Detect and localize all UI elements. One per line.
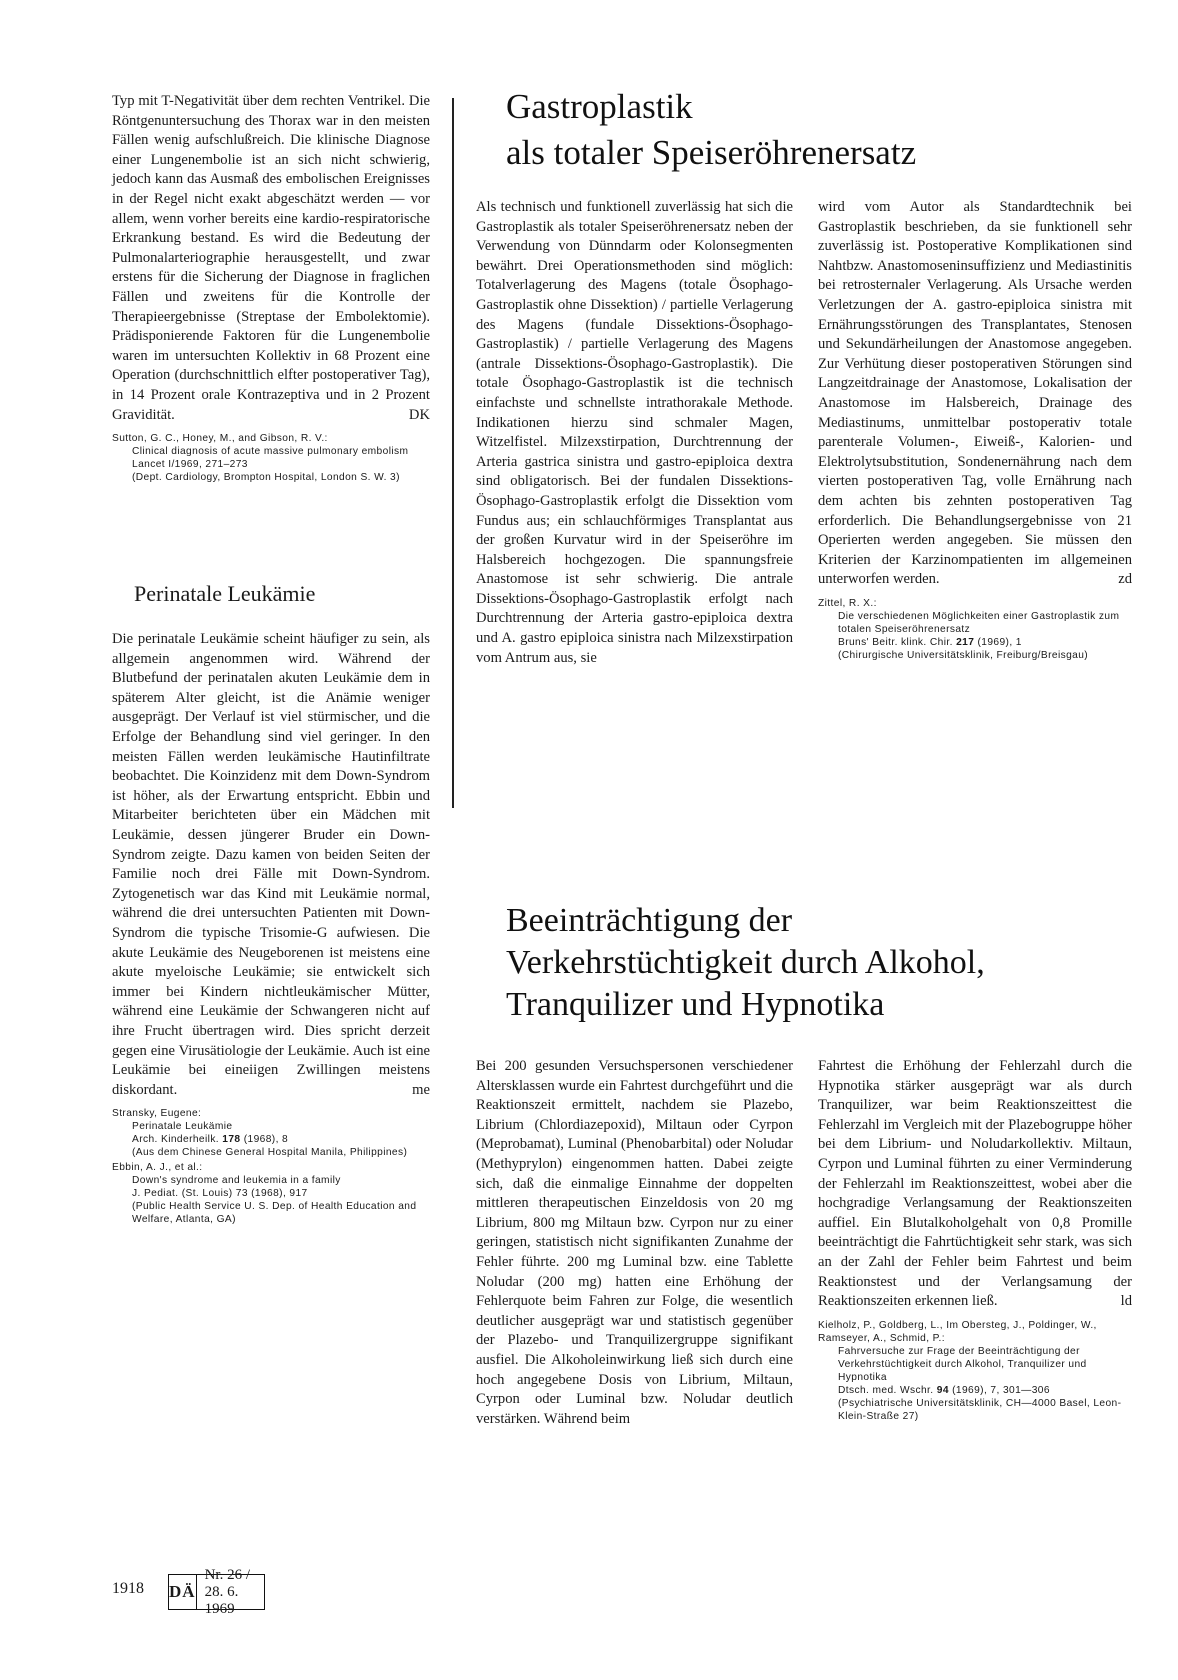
ref-affiliation: (Aus dem Chinese General Hospital Manila, Philippines)	[132, 1147, 408, 1159]
title-line: als totaler Speiseröhrenersatz	[506, 133, 917, 172]
ref-title: Perinatale Leukämie	[132, 1121, 233, 1133]
reference-zittel	[818, 597, 1132, 662]
ref-authors: Stransky, Eugene:	[112, 1108, 202, 1120]
reference-ebbin	[112, 1161, 430, 1226]
issue-box	[168, 1566, 265, 1617]
embolism-text: Typ mit T-Negativität über dem rechten Ventrikel. Die Röntgenuntersuchung des Thorax war in den meisten Fällen wenig aufschlußreich. Die klinische Diagnose einer Lungenembolie ist an sich nicht schwierig, jedoch kann das Ausmaß des embolischen Ereignisses in der Regel nicht exakt abgeschätzt werden — vor allem, wenn vorher bereits eine kardio-respiratorische Erkrankung bestand. Es wird die Bedeutung der Pulmonalarteriographie herausgestellt, und zwar erstens für die Sicherung der Diagnose in fraglichen Fällen und zweitens für die Kontrolle der Therapieergebnisse (Streptase der Embolektomie). Prädisponierende Faktoren für die Lungenembolie waren im untersuchten Kollektiv in 68 Prozent eine Operation (durchschnittlich elfter postoperativer Tag), in 14 Prozent orale Kontrazeptiva und in 2 Prozent Gravidität. DK	[112, 92, 430, 425]
gastro-text-b: wird vom Autor als Standardtechnik bei Gastroplastik beschrieben, da sie funktionell sehr zuverlässig ist. Postoperative Komplikationen sind Nahtbzw. Anastomoseninsuffizienz und Mediastinitis bei retrosternaler Verlagerung. Als Ursache werden Verletzungen der A. gastro-epiploica sinistra mit Ernährungsstörungen des Transplantates, Stenosen und Sekundärheilungen der Anastomose angegeben. Zur Verhütung dieser postoperativen Störungen sind Langzeitdrainage der Anastomose, Lokalisation der Anastomose im Halsbereich, Drainage des Mediastinums, unmittelbar postoperativ totale parenterale Volumen-, Eiweiß-, Kalorien- und Elektrolytsubstitution, Sondenernährung nach dem vierten postoperativen Tag, volle Ernährung nach dem achten bis zehnten postoperativen Tag erforderlich. Die Behandlungsergebnisse von 21 Operierten werden angegeben. Sie müssen den Kriterien der Karzinompatienten im allgemeinen unterworfen werden. zd	[818, 198, 1132, 590]
author-initials: DK	[408, 406, 430, 423]
ref-source: Arch. Kinderheilk. 178 (1968), 8	[132, 1134, 289, 1146]
title-line: Gastroplastik	[506, 87, 693, 126]
ref-source: Dtsch. med. Wschr. 94 (1969), 7, 301—306	[838, 1384, 1050, 1396]
gastro-text-a: Als technisch und funktionell zuverlässig hat sich die Gastroplastik als totaler Speiseröhrenersatz neben der Verwendung von Dünndarm oder Kolonsegmenten bewährt. Drei Operationsmethoden sind möglich: Totalverlagerung des Magens (totale Ösophago-Gastroplastik ohne Dissektion) / partielle Verlagerung des Magens (fundale Dissektions-Ösophago-Gastroplastik) / partielle Verlagerung des Magens (antrale Dissektions-Ösophago-Gastroplastik). Die totale Ösophago-Gastroplastik ist die technisch einfachste und schnellste intrathorakale Methode. Indikationen hierzu sind schmaler Magen, Witzelfistel. Milzexstirpation, Durchtrennung der Arteria gastrica sinistra und gastro-epiploica dextra sind obligatorisch. Bei der fundalen Dissektions-Ösophago-Gastroplastik erfolgt die Dissektion vom Fundus aus; ein schlauchförmiges Transplantat aus der großen Kurvatur wird in der Speiseröhre im Halsbereich hochgezogen. Die spannungsfreie Anastomose ist sehr schwierig. Die antrale Dissektions-Ösophago-Gastroplastik erfolgt nach Durchtrennung der Arteria gastro-epiploica dextra und A. gastro epiploica sinistra nach Milzexstirpation vom Antrum aus, sie	[476, 199, 793, 666]
ref-authors: Kielholz, P., Goldberg, L., Im Obersteg, J., Poldinger, W., Ramseyer, A., Schmid, P.:	[818, 1319, 1097, 1344]
journal-logo: DÄ	[169, 1575, 197, 1609]
reference-kielholz	[818, 1319, 1132, 1423]
ref-authors: Ebbin, A. J., et al.:	[112, 1162, 203, 1174]
ref-title: Fahrversuche zur Frage der Beeinträchtigung der Verkehrstüchtigkeit durch Alkohol, Tranquilizer und Hypnotika	[838, 1345, 1087, 1383]
reference-sutton	[112, 432, 430, 484]
title-line: Verkehrstüchtigkeit durch Alkohol,	[506, 944, 985, 981]
title-line: Beeinträchtigung der	[506, 902, 793, 939]
gastro-column-b	[818, 198, 1132, 662]
gastro-column-a	[476, 198, 793, 668]
traffic-text-a: Bei 200 gesunden Versuchspersonen verschiedener Altersklassen wurde ein Fahrtest durchgeführt und die Reaktionszeit ermittelt, nachdem sie Plazebo, Librium (Chlordiazepoxid), Miltaun oder Cyrpon (Meprobamat), Luminal (Phenobarbital) oder Noludar (Methyprylon) eingenommen hatten. Dabei zeigte sich, daß die einmalige Einnahme der doppelten mittleren therapeutischen Einzeldosis von 20 mg Librium, 800 mg Miltaun bzw. Cyrpon nur zu einer geringen, statistisch nicht signifikanten Zunahme der Fehler führte. 200 mg Luminal bzw. eine Tablette Noludar (200 mg) hatten eine Erhöhung der Fehlerquote beim Fahren zur Folge, die wesentlich deutlicher ausgeprägt war und statistisch gegenüber der Plazebo- und Tranquilizergruppe signifikant ausfiel. Die Alkoholeinwirkung ließ sich durch eine hoch angegebene Dosis von Librium, Miltaun, Cyrpon oder Luminal bzw. Noludar deutlich verstärken. Während beim	[476, 1058, 793, 1427]
ref-title: Die verschiedenen Möglichkeiten einer Gastroplastik zum totalen Speiseröhrenersatz	[838, 610, 1120, 635]
traffic-column-a	[476, 1057, 793, 1429]
ref-affiliation: (Public Health Service U. S. Dep. of Health Education and Welfare, Atlanta, GA)	[132, 1201, 417, 1226]
traffic-column-b	[818, 1057, 1132, 1423]
ref-title: Clinical diagnosis of acute massive pulmonary embolism	[132, 446, 409, 458]
ref-affiliation: (Dept. Cardiology, Brompton Hospital, London S. W. 3)	[132, 472, 400, 484]
ref-title: Down's syndrome and leukemia in a family	[132, 1175, 341, 1187]
ref-source: J. Pediat. (St. Louis) 73 (1968), 917	[132, 1188, 308, 1200]
issue-label: Nr. 26 / 28. 6. 1969	[204, 1566, 250, 1617]
traffic-text-b: Fahrtest die Erhöhung der Fehlerzahl durch die Hypnotika stärker ausgeprägt war als durch Tranquilizer, war beim Reaktionszeittest die Fehlerzahl im Vergleich mit der Plazebogruppe höher bei dem Librium- und Noludarkollektiv. Miltaun, Cyrpon und Luminal führten zu einer Verminderung der Fehlerzahl im Reaktionszeittest, wobei aber die hochgradige Verlangsamung der Reaktionszeiten auffiel. Ein Blutalkoholgehalt von 0,8 Promille beeinträchtigt die Fahrtüchtigkeit sehr stark, was sich an der Zahl der Fehler beim Fahrtest und beim Reaktionstest und der Verlangsamung der Reaktionszeiten erkennen ließ. ld	[818, 1057, 1132, 1312]
ref-authors: Zittel, R. X.:	[818, 597, 877, 609]
title-line: Tranquilizer und Hypnotika	[506, 986, 885, 1023]
ref-source: Bruns' Beitr. klink. Chir. 217 (1969), 1	[838, 636, 1022, 648]
ref-source: Lancet I/1969, 271–273	[132, 459, 248, 471]
reference-stransky	[112, 1107, 430, 1159]
heading-perinatale-leukaemie: Perinatale Leukämie	[134, 581, 316, 607]
article-title-gastroplastik	[506, 84, 916, 176]
leukaemia-text: Die perinatale Leukämie scheint häufiger zu sein, als allgemein angenommen wird. Während der Blutbefund der perinatalen akuten Leukämie dem in späterem Alter gleicht, ist die Anämie weniger ausgeprägt. Der Verlauf ist viel stürmischer, und die Erfolge der Behandlung sind viel geringer. In den meisten Fällen werden leukämische Hautinfiltrate beobachtet. Die Koinzidenz mit dem Down-Syndrom ist höher, als der Erwartung entspricht. Ebbin und Mitarbeiter berichteten über ein Mädchen mit Leukämie, dessen jüngerer Bruder ein Down-Syndrom zeigte. Dazu kamen von beiden Seiten der Familie noch drei Fälle mit Down-Syndrom. Zytogenetisch war das Kind mit Leukämie normal, während die drei untersuchten Patienten mit Down-Syndrom die typische Trisomie-G aufwiesen. Die akute Leukämie des Neugeborenen ist meistens eine akute myeloische Leukämie; sie entwickelt sich immer bei Kindern nichtleukämischer Mütter, während eine Leukämie der Schwangeren nicht auf ihre Frucht übertragen wird. Dies spricht derzeit gegen eine Virusätiologie der Leukämie. Auch ist eine Leukämie bei eineiigen Zwillingen meistens diskordant. me	[112, 630, 430, 1100]
ref-affiliation: (Chirurgische Universitätsklinik, Freiburg/Breisgau)	[838, 649, 1089, 661]
column-divider	[452, 98, 454, 808]
ref-authors: Sutton, G. C., Honey, M., and Gibson, R. V.:	[112, 433, 328, 445]
author-initials: me	[412, 1081, 430, 1098]
ref-affiliation: (Psychiatrische Universitätsklinik, CH—4000 Basel, Leon-Klein-Straße 27)	[838, 1397, 1122, 1422]
article-title-verkehrstuechtigkeit	[506, 900, 985, 1026]
author-initials: zd	[1118, 571, 1132, 588]
left-column	[112, 92, 430, 1226]
page-number: 1918	[112, 1580, 144, 1597]
author-initials: ld	[1120, 1293, 1132, 1310]
